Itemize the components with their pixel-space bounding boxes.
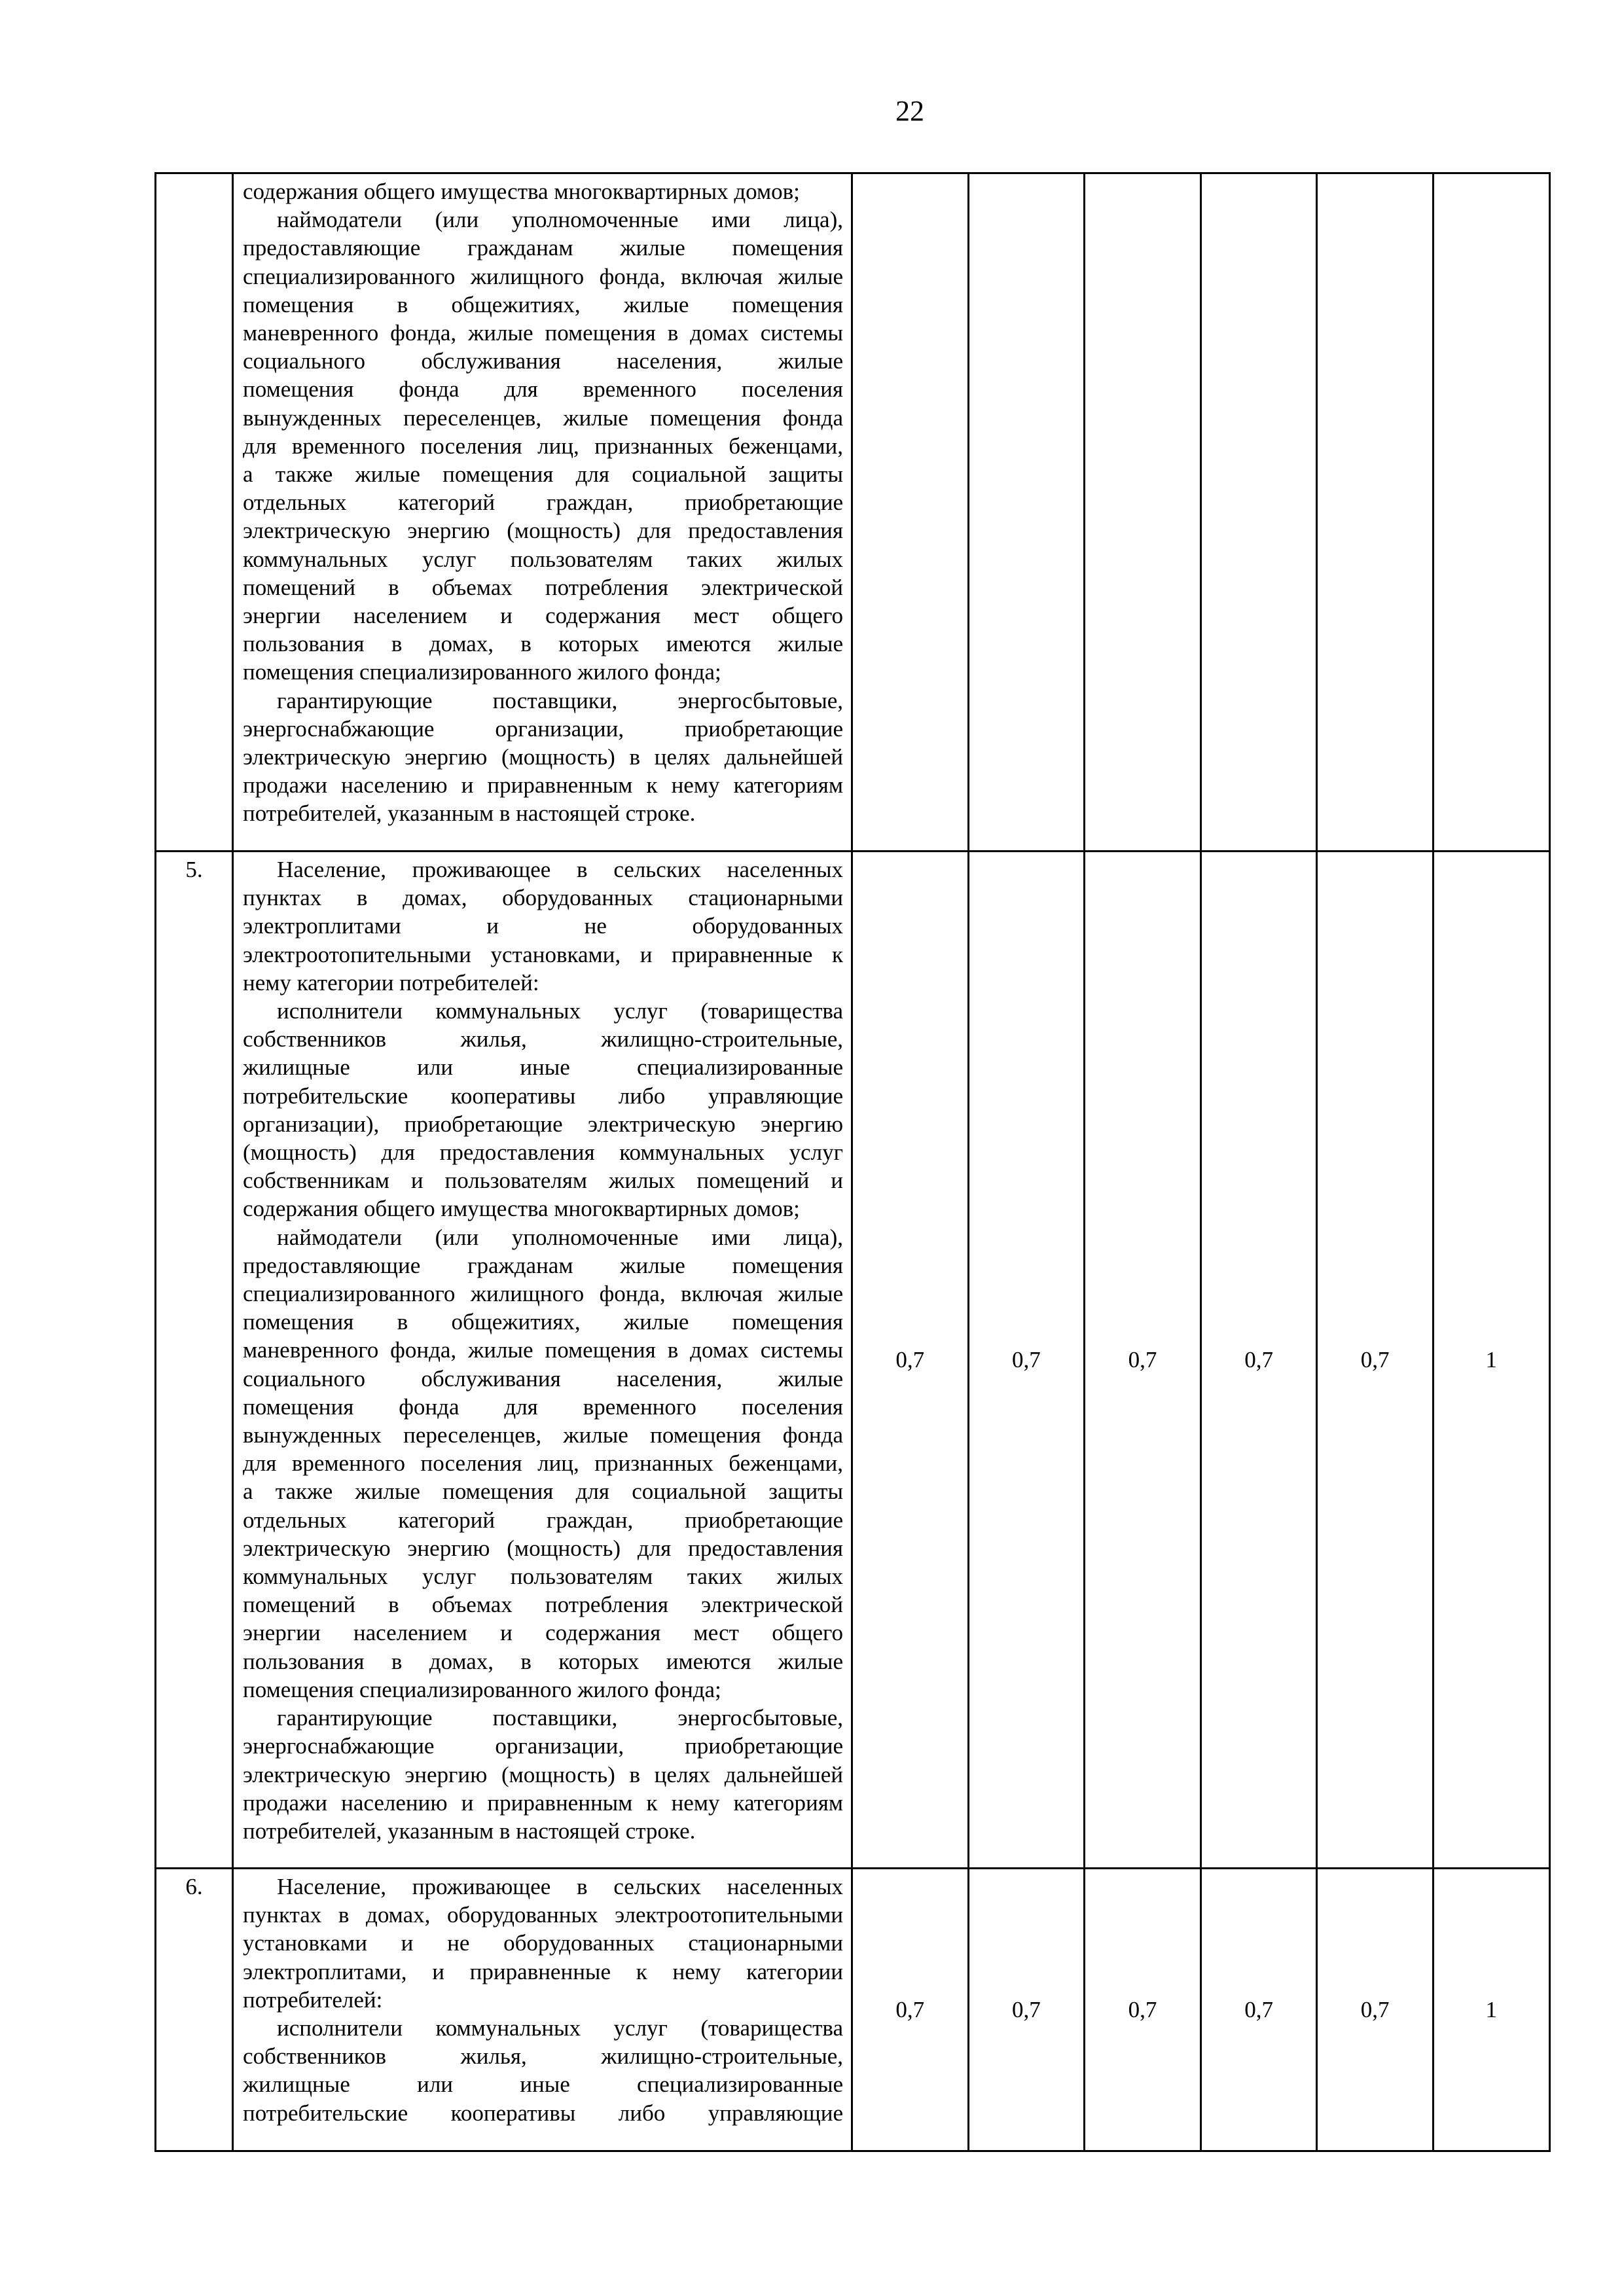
text-line: жилищные или иные специализированные [243,2072,843,2098]
text-line: энергии населением и содержания мест общего [243,603,843,629]
text-line: отдельных категорий граждан, приобретающие [243,490,843,516]
coefficient-cell: 0,7 [968,852,1085,1869]
text-line: нему категории потребителей: [243,969,539,996]
coefficient-cell [1317,173,1434,852]
coefficient-cell: 0,7 [1317,1869,1434,2151]
text-line: а также жилые помещения для социальной защиты [243,461,843,488]
text-line: коммунальных услуг пользователям таких жилых [243,1564,843,1590]
text-line: гарантирующие поставщики, энергосбытовые, [277,1705,843,1731]
text-line: отдельных категорий граждан, приобретающие [243,1507,843,1533]
coefficient-cell: 0,7 [852,1869,969,2151]
page-number: 22 [895,95,924,127]
text-line: организации), приобретающие электрическую энергию [243,1111,843,1137]
text-line: содержания общего имущества многоквартирных домов; [243,179,800,204]
text-line: потребителей, указанным в настоящей строке. [243,800,696,827]
row-number-cell [156,173,233,852]
text-line: исполнители коммунальных услуг (товарищества [277,998,843,1024]
text-line: электрическую энергию (мощность) в целях дальнейшей [243,1761,843,1787]
text-line: исполнители коммунальных услуг (товарищества [277,2015,843,2041]
description-paragraph [243,2014,843,2127]
description-paragraph [243,1704,843,1845]
text-line: наймодатели (или уполномоченные ими лица), [277,207,843,233]
text-line: коммунальных услуг пользователям таких жилых [243,546,843,572]
text-line: наймодатели (или уполномоченные ими лица), [277,1224,843,1250]
description-paragraph [243,206,843,686]
text-line: электроотопительными установками, и приравненные к [243,941,843,967]
text-line: предоставляющие гражданам жилые помещения [243,1252,843,1278]
text-line: Население, проживающее в сельских населенных [277,1874,843,1899]
coefficient-cell: 1 [1433,852,1549,1869]
description-cell [233,173,852,852]
text-line: продажи населению и приравненным к нему категориям [243,772,843,798]
text-line: продажи населению и приравненным к нему категориям [243,1789,843,1816]
text-line: пользования в домах, в которых имеются жилые [243,1648,843,1674]
row-number-cell: 6. [156,1869,233,2151]
text-line: Население, проживающее в сельских населенных [277,857,843,882]
text-line: для временного поселения лиц, признанных беженцами, [243,433,843,459]
text-line: социального обслуживания населения, жилые [243,348,843,374]
text-line: энергоснабжающие организации, приобретающие [243,1733,843,1759]
coefficient-cell: 1 [1433,1869,1549,2151]
text-line: а также жилые помещения для социальной защиты [243,1479,843,1505]
text-line: специализированного жилищного фонда, включая жилые [243,263,843,289]
coefficient-cell [1085,173,1201,852]
text-line: электроплитами и не оборудованных [243,913,843,939]
text-line: маневренного фонда, жилые помещения в домах системы [243,1337,843,1363]
text-line: предоставляющие гражданам жилые помещения [243,235,843,261]
text-line: установками и не оборудованных стационарными [243,1930,843,1956]
text-line: потребителей: [243,1986,383,2013]
text-line: специализированного жилищного фонда, включая жилые [243,1281,843,1307]
description-cell [233,1869,852,2151]
text-line: помещений в объемах потребления электрической [243,574,843,600]
text-line: помещения фонда для временного поселения [243,1393,843,1420]
text-line: помещения фонда для временного поселения [243,376,843,403]
text-line: помещения специализированного жилого фонда; [243,659,721,685]
description-paragraph [243,997,843,1223]
text-line: помещений в объемах потребления электрической [243,1592,843,1618]
text-line: социального обслуживания населения, жилые [243,1365,843,1391]
text-line: помещения в общежитиях, жилые помещения [243,291,843,317]
text-line: собственникам и пользователям жилых помещений и [243,1168,843,1194]
text-line: содержания общего имущества многоквартирных домов; [243,1196,800,1222]
text-line: пунктах в домах, оборудованных электроотопительными [243,1902,843,1928]
text-line: потребительские кооперативы либо управляющие [243,2100,843,2126]
text-line: собственников жилья, жилищно-строительные, [243,1026,843,1052]
text-line: электрическую энергию (мощность) для предоставления [243,518,843,544]
text-line: электроплитами, и приравненные к нему категории [243,1958,843,1984]
text-line: энергоснабжающие организации, приобретающие [243,715,843,742]
text-line: потребительские кооперативы либо управляющие [243,1083,843,1109]
text-line: помещения специализированного жилого фонда; [243,1676,721,1702]
coefficient-cell: 0,7 [968,1869,1085,2151]
coefficient-cell: 0,7 [1085,1869,1201,2151]
text-line: потребителей, указанным в настоящей строке. [243,1818,696,1844]
description-paragraph [243,855,843,997]
description-paragraph [243,177,843,206]
description-paragraph [243,1873,843,2014]
text-line: жилищные или иные специализированные [243,1054,843,1081]
row-number-cell: 5. [156,852,233,1869]
text-line: маневренного фонда, жилые помещения в домах системы [243,320,843,346]
text-line: помещения в общежитиях, жилые помещения [243,1309,843,1335]
text-line: (мощность) для предоставления коммунальных услуг [243,1139,843,1166]
text-line: энергии населением и содержания мест общего [243,1620,843,1646]
text-line: гарантирующие поставщики, энергосбытовые, [277,687,843,713]
coefficient-cell [1200,173,1317,852]
coefficient-cell: 0,7 [852,852,969,1869]
coefficient-cell [852,173,969,852]
table-row [156,1869,1550,2151]
text-line: вынужденных переселенцев, жилые помещения фонда [243,1422,843,1448]
coefficient-cell: 0,7 [1317,852,1434,1869]
text-line: электрическую энергию (мощность) для предоставления [243,1535,843,1561]
tariff-coefficients-table [154,172,1551,2152]
table-row [156,173,1550,852]
text-line: вынужденных переселенцев, жилые помещения фонда [243,404,843,431]
text-line: электрическую энергию (мощность) в целях дальнейшей [243,744,843,770]
coefficient-cell [968,173,1085,852]
text-line: пунктах в домах, оборудованных стационарными [243,885,843,911]
coefficient-cell [1433,173,1549,852]
table-row [156,852,1550,1869]
coefficient-cell: 0,7 [1200,852,1317,1869]
text-line: пользования в домах, в которых имеются жилые [243,631,843,657]
description-paragraph [243,687,843,828]
coefficient-cell: 0,7 [1085,852,1201,1869]
description-cell [233,852,852,1869]
coefficient-cell: 0,7 [1200,1869,1317,2151]
text-line: для временного поселения лиц, признанных беженцами, [243,1450,843,1477]
description-paragraph [243,1223,843,1704]
text-line: собственников жилья, жилищно-строительные, [243,2043,843,2070]
